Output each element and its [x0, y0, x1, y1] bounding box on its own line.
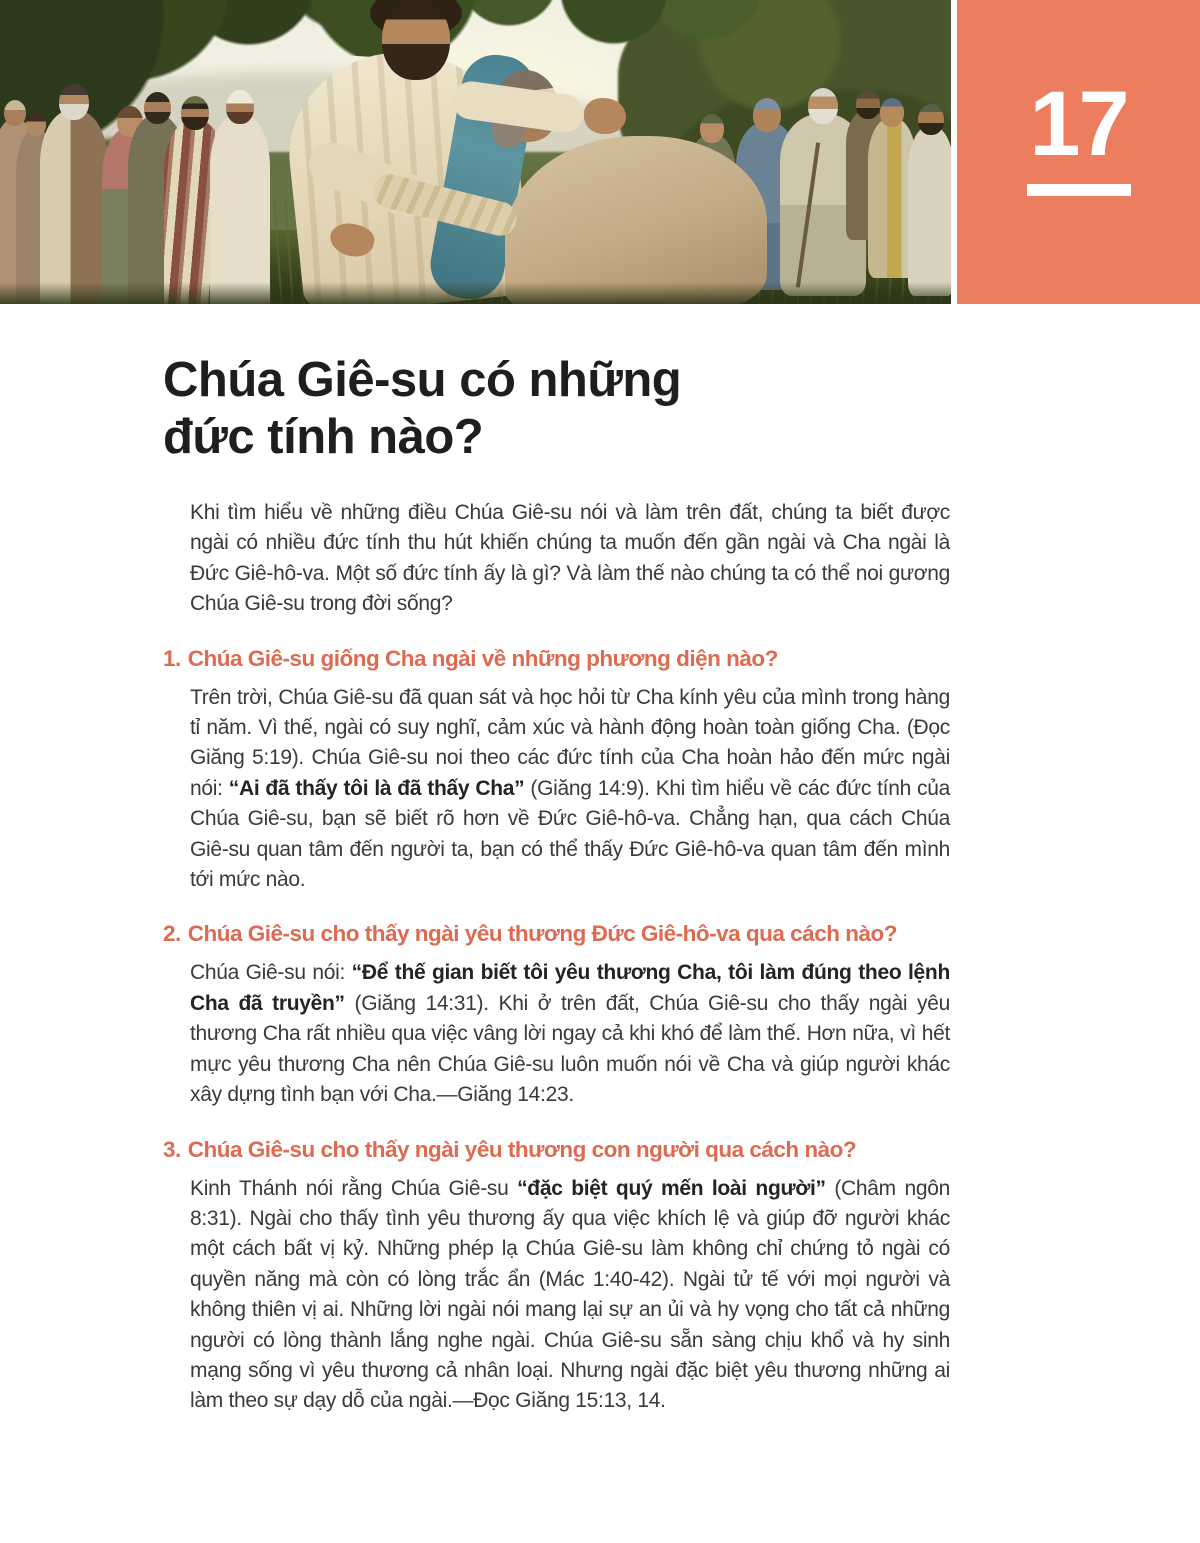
photo-jesus-hand — [584, 98, 626, 134]
section-1 — [163, 646, 950, 896]
intro-paragraph: Khi tìm hiểu về những điều Chúa Giê-su nói và làm trên đất, chúng ta biết được ngài có nhiều đức tính thu hút khiến chúng ta muốn đến gần ngài và Cha ngài là Đức Giê-hô-va. Một số đức tính ấy là gì? Và làm thế nào chúng ta có thể noi gương Chúa Giê-su trong đời sống? — [190, 501, 950, 616]
section-paragraph — [190, 683, 950, 896]
section-heading-text: Chúa Giê-su cho thấy ngài yêu thương Đức Giê-hô-va qua cách nào? — [187, 921, 897, 947]
text-run: (Giăng 14:31). Khi ở trên đất, Chúa Giê-su cho thấy ngài yêu thương Cha rất nhiều qua việc vâng lời ngay cả khi khó để làm thế. Hơn nữa, vì hết mực yêu thương Cha nên Chúa Giê-su luôn muốn nói về Cha và giúp người khác xây dựng tình bạn với Cha.—Giăng 14:23. — [190, 991, 950, 1107]
section-number: 1. — [163, 645, 181, 671]
section-paragraph — [190, 1174, 950, 1417]
lesson-number-badge — [957, 0, 1200, 304]
text-run: Chúa Giê-su nói: — [190, 961, 352, 985]
page-title: Chúa Giê-su có những đức tính nào? — [163, 353, 682, 464]
section-heading — [163, 921, 950, 947]
lesson-number: 17 — [1029, 73, 1128, 175]
text-run: (Châm ngôn 8:31). Ngài cho thấy tình yêu thương ấy qua việc khích lệ và giúp đỡ người khác một cách bất vị kỷ. Những phép lạ Chúa Giê-su làm không chỉ chứng tỏ ngài có quyền năng mà còn có lòng trắc ẩn (Mác 1:40-42). Ngài tử tế với mọi người và không thiên vị ai. Những lời ngài nói mang lại sự an ủi và hy vọng cho tất cả những người có lòng thành lắng nghe ngài. Chúa Giê-su sẵn sàng chịu khổ và hy sinh mạng sống vì yêu thương cả nhân loại. Nhưng ngài đặc biệt yêu thương những ai làm theo sự dạy dỗ của ngài.—Đọc Giăng 15:13, 14. — [190, 1176, 950, 1413]
lesson-number-underline — [1027, 184, 1131, 196]
section-paragraph — [190, 958, 950, 1110]
section-heading-text: Chúa Giê-su giống Cha ngài về những phương diện nào? — [187, 645, 778, 671]
text-run-bold: “đặc biệt quý mến loài người” — [517, 1176, 826, 1200]
section-2 — [163, 921, 950, 1110]
section-number: 2. — [163, 921, 181, 947]
text-run: Kinh Thánh nói rằng Chúa Giê-su — [190, 1176, 518, 1200]
section-number: 3. — [163, 1136, 181, 1162]
text-run: Trên trời, Chúa Giê-su đã quan sát và học hỏi từ Cha kính yêu của mình trong hàng tỉ năm. Vì thế, ngài có suy nghĩ, cảm xúc và hành động hoàn toàn giống Cha. (Đọc Giăng 5:19). Chúa Giê-su noi theo các đức tính của Cha hoàn hảo đến mức ngài nói: — [190, 685, 950, 800]
section-heading-text: Chúa Giê-su cho thấy ngài yêu thương con người qua cách nào? — [187, 1136, 857, 1162]
section-heading — [163, 646, 950, 672]
text-run-bold: “Để thế gian biết tôi yêu thương Cha, tôi làm đúng theo lệnh Cha đã truyền” — [190, 961, 950, 1015]
section-3 — [163, 1137, 950, 1417]
section-heading — [163, 1137, 950, 1163]
photo-jesus-head — [382, 0, 450, 80]
text-run: (Giăng 14:9). Khi tìm hiểu về các đức tính của Chúa Giê-su, bạn sẽ biết rõ hơn về Đức Giê-hô-va. Chẳng hạn, qua cách Chúa Giê-su quan tâm đến người ta, bạn có thể thấy Đức Giê-hô-va quan tâm đến mình tới mức nào. — [190, 776, 950, 892]
lesson-content — [163, 352, 950, 1417]
photo-grass-edge — [0, 282, 951, 304]
lesson-photo — [0, 0, 951, 304]
text-run-bold: “Ai đã thấy tôi là đã thấy Cha” — [228, 776, 525, 800]
